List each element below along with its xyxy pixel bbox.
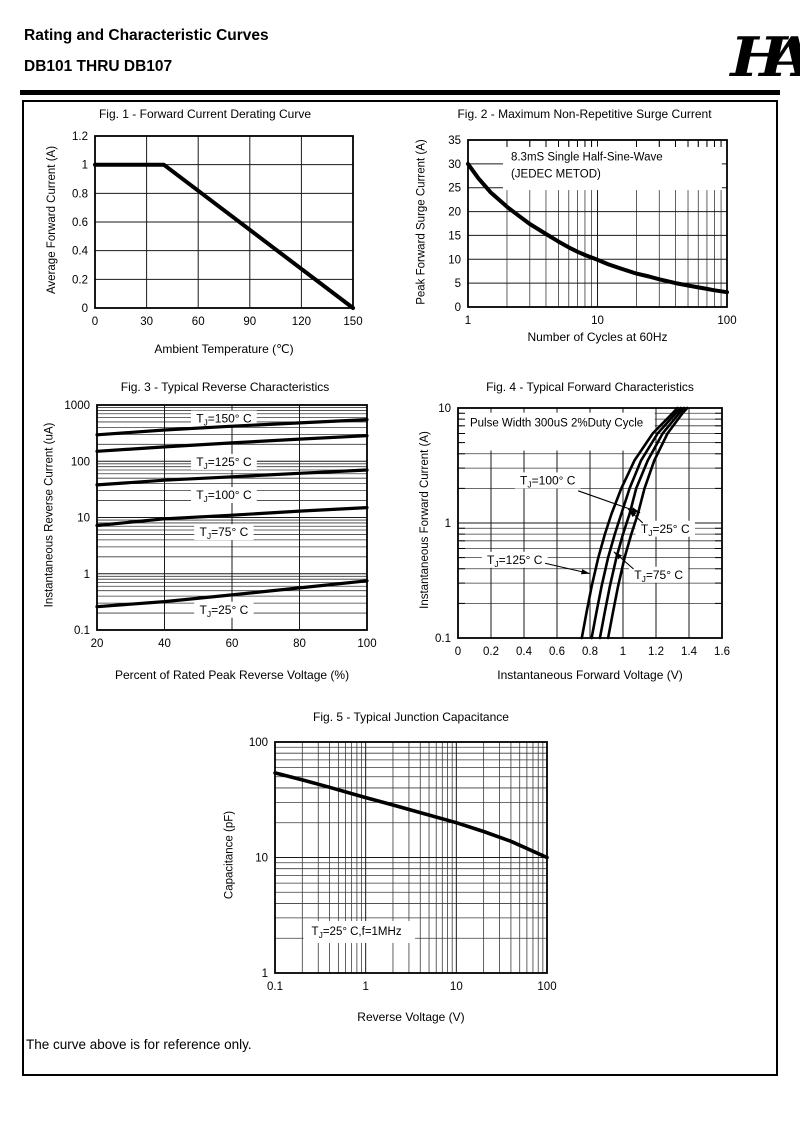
svg-text:10: 10 bbox=[448, 254, 461, 267]
svg-text:10: 10 bbox=[255, 852, 268, 865]
figure-4-y-axis-label: Instantaneous Forward Current (A) bbox=[419, 431, 431, 609]
svg-text:0.6: 0.6 bbox=[549, 646, 565, 658]
figure-5-y-axis-label: Capacitance (pF) bbox=[223, 810, 236, 900]
fig3-plot bbox=[64, 400, 376, 650]
svg-text:8.3mS Single Half-Sine-Wave: 8.3mS Single Half-Sine-Wave bbox=[510, 151, 663, 164]
svg-text:TJ=150° C: $T_J=150^\circ$ C bbox=[196, 411, 252, 428]
svg-text:90: 90 bbox=[243, 316, 257, 328]
svg-text:0: 0 bbox=[81, 303, 88, 315]
svg-text:120: 120 bbox=[291, 316, 311, 328]
svg-text:1: 1 bbox=[81, 159, 88, 172]
svg-text:30: 30 bbox=[140, 316, 153, 328]
svg-text:1.2: 1.2 bbox=[648, 646, 664, 658]
figure-1-y-axis-label: Average Forward Current (A) bbox=[46, 145, 58, 295]
fig5-plot bbox=[249, 737, 557, 993]
fig4-plot bbox=[435, 403, 730, 658]
svg-text:20: 20 bbox=[90, 638, 104, 650]
svg-text:1.4: 1.4 bbox=[681, 646, 697, 658]
svg-text:1.2: 1.2 bbox=[72, 131, 88, 143]
svg-text:150: 150 bbox=[343, 316, 363, 328]
svg-text:10: 10 bbox=[591, 315, 604, 327]
svg-text:100: 100 bbox=[537, 981, 557, 993]
svg-text:1: 1 bbox=[619, 646, 627, 658]
figure-2-y-axis-label: Peak Forward Surge Current (A) bbox=[415, 139, 428, 305]
figure-1-title: Fig. 1 - Forward Current Derating Curve bbox=[98, 107, 312, 121]
svg-text:TJ=25° C: $T_J=25^\circ$ C bbox=[199, 602, 249, 619]
svg-text:0.2: 0.2 bbox=[483, 646, 499, 658]
figure-2-title: Fig. 2 - Maximum Non-Repetitive Surge Current bbox=[457, 107, 712, 121]
svg-text:0: 0 bbox=[91, 316, 99, 328]
svg-text:1: 1 bbox=[83, 568, 90, 581]
svg-text:1: 1 bbox=[444, 518, 451, 530]
svg-text:0.4: 0.4 bbox=[72, 245, 88, 258]
svg-text:TJ=100° C: $T_J=100^\circ$ C bbox=[196, 488, 252, 504]
svg-text:20: 20 bbox=[448, 206, 461, 219]
svg-text:TJ=25° C,f=1MHz: $T_J=25^\circ$ C,f=1MHz bbox=[311, 926, 402, 941]
figure-3-y-axis-label: Instantaneous Reverse Current (uA) bbox=[43, 422, 56, 608]
svg-text:60: 60 bbox=[191, 316, 205, 328]
figure-5-title: Fig. 5 - Typical Junction Capacitance bbox=[313, 710, 509, 724]
svg-text:0.1: 0.1 bbox=[267, 981, 283, 993]
svg-text:30: 30 bbox=[448, 158, 461, 171]
svg-text:TJ=75° C: $T_J=75^\circ$ C bbox=[199, 525, 249, 542]
figure-5-x-axis-label: Reverse Voltage (V) bbox=[357, 1010, 465, 1024]
svg-text:10: 10 bbox=[438, 403, 451, 415]
svg-text:0: 0 bbox=[454, 646, 462, 658]
fig2-plot bbox=[448, 135, 736, 327]
page-title: Rating and Characteristic Curves bbox=[24, 27, 269, 44]
svg-text:0: 0 bbox=[454, 302, 461, 314]
svg-text:0.8: 0.8 bbox=[582, 646, 598, 658]
svg-text:15: 15 bbox=[448, 230, 461, 243]
figure-3-title: Fig. 3 - Typical Reverse Characteristics bbox=[120, 380, 330, 394]
svg-text:35: 35 bbox=[448, 135, 461, 147]
svg-text:0.2: 0.2 bbox=[72, 274, 88, 287]
brand-logo: HA bbox=[730, 25, 794, 89]
svg-text:(JEDEC METOD): (JEDEC METOD) bbox=[510, 168, 601, 181]
fig1-plot bbox=[72, 131, 363, 328]
svg-text:TJ=125° C: $T_J=125^\circ$ C bbox=[487, 552, 543, 569]
svg-text:TJ=125° C: $T_J=125^\circ$ C bbox=[196, 454, 252, 471]
svg-text:TJ=25° C: $T_J=25^\circ$ C bbox=[640, 521, 690, 538]
svg-text:25: 25 bbox=[448, 182, 461, 195]
svg-text:1000: 1000 bbox=[64, 400, 90, 412]
svg-text:100: 100 bbox=[248, 737, 268, 749]
svg-text:0.1: 0.1 bbox=[435, 633, 451, 645]
svg-text:TJ=75° C: $T_J=75^\circ$ C bbox=[634, 567, 684, 584]
svg-text:60: 60 bbox=[225, 638, 239, 650]
svg-text:5: 5 bbox=[454, 278, 461, 291]
svg-text:1: 1 bbox=[261, 968, 268, 980]
svg-text:0.8: 0.8 bbox=[72, 188, 88, 201]
svg-text:10: 10 bbox=[77, 512, 90, 525]
figure-4-title: Fig. 4 - Typical Forward Characteristics bbox=[486, 380, 694, 394]
svg-text:100: 100 bbox=[717, 315, 737, 327]
svg-text:10: 10 bbox=[449, 981, 463, 993]
svg-text:0.6: 0.6 bbox=[72, 217, 88, 229]
reference-note: The curve above is for reference only. bbox=[26, 1037, 252, 1052]
svg-text:TJ=100° C: $T_J=100^\circ$ C bbox=[520, 473, 576, 490]
svg-text:40: 40 bbox=[158, 638, 171, 650]
svg-text:100: 100 bbox=[70, 456, 90, 469]
svg-text:100: 100 bbox=[357, 638, 377, 650]
svg-text:Pulse Width 300uS 2%Duty Cycle: Pulse Width 300uS 2%Duty Cycle bbox=[469, 417, 644, 430]
figure-3-x-axis-label: Percent of Rated Peak Reverse Voltage (%) bbox=[114, 668, 350, 682]
figure-2-x-axis-label: Number of Cycles at 60Hz bbox=[527, 330, 668, 344]
svg-text:1: 1 bbox=[464, 315, 472, 327]
svg-text:80: 80 bbox=[293, 638, 306, 650]
svg-text:1: 1 bbox=[362, 981, 369, 993]
svg-text:0.1: 0.1 bbox=[74, 625, 90, 637]
figure-4-x-axis-label: Instantaneous Forward Voltage (V) bbox=[497, 668, 683, 682]
part-number-range: DB101 THRU DB107 bbox=[24, 58, 173, 75]
svg-text:1.6: 1.6 bbox=[714, 646, 730, 658]
figure-1-x-axis-label: Ambient Temperature (℃) bbox=[154, 342, 294, 356]
svg-text:0.4: 0.4 bbox=[516, 646, 532, 658]
